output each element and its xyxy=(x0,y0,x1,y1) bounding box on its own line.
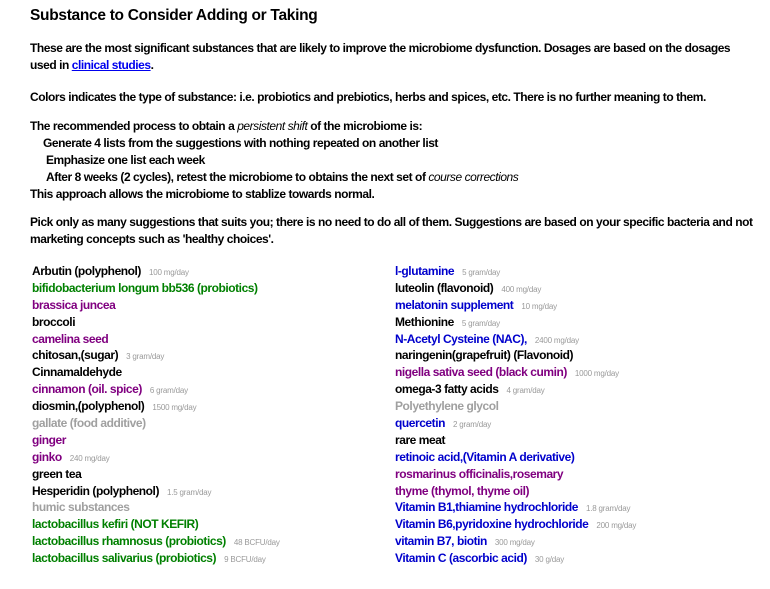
substance-item xyxy=(395,347,636,364)
process-step-2: Emphasize one list each week xyxy=(46,153,205,167)
substance-name: quercetin xyxy=(395,416,445,431)
persistent-shift-italic: persistent shift xyxy=(237,119,308,133)
intro-text: These are the most significant substances that are likely to improve the microbiome dysfunction. Dosages are based on the dosages used in xyxy=(30,41,731,72)
substance-name: Polyethylene glycol xyxy=(395,399,499,414)
substance-item xyxy=(32,466,280,483)
substance-name: omega-3 fatty acids xyxy=(395,382,499,397)
substance-name: gallate (food additive) xyxy=(32,416,146,431)
substance-name: lactobacillus kefiri (NOT KEFIR) xyxy=(32,517,199,532)
substance-name: Cinnamaldehyde xyxy=(32,365,122,380)
process-closing: This approach allows the microbiome to stablize towards normal. xyxy=(30,187,375,201)
substance-item xyxy=(32,432,280,449)
substance-name: retinoic acid,(Vitamin A derivative) xyxy=(395,449,575,464)
substance-name: naringenin(grapefruit) (Flavonoid) xyxy=(395,348,574,363)
substance-item xyxy=(32,347,280,364)
substance-dose: 1.8 gram/day xyxy=(585,504,631,514)
substance-name: Vitamin B6,pyridoxine hydrochloride xyxy=(395,517,589,532)
substance-item xyxy=(395,483,636,500)
substance-item xyxy=(395,432,636,449)
substance-item xyxy=(32,331,280,348)
colors-note: Colors indicates the type of substance: i.e. probiotics and prebiotics, herbs and spices, etc. There is no further meaning to them. xyxy=(30,90,706,104)
substance-item xyxy=(395,398,636,415)
substance-name: cinnamon (oil. spice) xyxy=(32,382,142,397)
substance-dose: 9 BCFU/day xyxy=(224,555,266,565)
substance-item xyxy=(395,550,636,567)
substance-item xyxy=(395,466,636,483)
substance-dose: 1000 mg/day xyxy=(574,369,619,379)
substance-dose: 3 gram/day xyxy=(126,352,165,362)
substance-dose: 30 g/day xyxy=(534,555,565,565)
substance-name: brassica juncea xyxy=(32,297,116,312)
pick-note: Pick only as many suggestions that suits you; there is no need to do all of them. Suggestions are based on your specific bacteria and not marketing concepts such as 'healthy choices'. xyxy=(30,215,753,246)
substance-dose: 240 mg/day xyxy=(69,453,110,463)
substance-item xyxy=(395,533,636,550)
substance-item xyxy=(32,398,280,415)
substance-name: Vitamin B1,thiamine hydrochloride xyxy=(395,500,578,515)
substance-name: chitosan,(sugar) xyxy=(32,348,119,363)
process-block xyxy=(30,118,518,203)
substance-item xyxy=(395,516,636,533)
substance-name: green tea xyxy=(32,466,82,481)
substance-item xyxy=(395,280,636,297)
substance-item xyxy=(32,449,280,466)
substance-dose: 2 gram/day xyxy=(452,420,491,430)
substance-item xyxy=(395,263,636,280)
substance-dose: 2400 mg/day xyxy=(534,335,579,345)
substance-dose: 5 gram/day xyxy=(461,318,500,328)
process-lead-end: of the microbiome is: xyxy=(307,119,423,133)
substance-name: lactobacillus rhamnosus (probiotics) xyxy=(32,534,226,549)
substance-name: Hesperidin (polyphenol) xyxy=(32,483,159,498)
process-step-1: Generate 4 lists from the suggestions with nothing repeated on another list xyxy=(43,136,438,150)
substance-list-left xyxy=(32,263,280,567)
substance-name: l-glutamine xyxy=(395,264,455,278)
substance-name: ginko xyxy=(32,449,62,464)
substance-dose: 300 mg/day xyxy=(494,538,535,548)
substance-name: Methionine xyxy=(395,314,454,329)
substance-list-right xyxy=(395,263,636,567)
substance-item xyxy=(32,516,280,533)
substance-item xyxy=(32,533,280,550)
substance-item xyxy=(32,314,280,331)
substance-item xyxy=(32,499,280,516)
substance-name: thyme (thymol, thyme oil) xyxy=(395,483,530,498)
substance-name: bifidobacterium longum bb536 (probiotics) xyxy=(32,280,258,295)
substance-dose: 48 BCFU/day xyxy=(233,538,280,548)
substance-item xyxy=(32,381,280,398)
substance-item xyxy=(395,415,636,432)
substance-name: nigella sativa seed (black cumin) xyxy=(395,365,567,380)
substance-dose: 5 gram/day xyxy=(462,268,501,277)
substance-name: melatonin supplement xyxy=(395,297,514,312)
intro-period: . xyxy=(150,58,154,72)
substance-name: broccoli xyxy=(32,314,76,329)
course-corrections-italic: course corrections xyxy=(428,170,519,184)
substance-dose: 400 mg/day xyxy=(501,284,542,294)
substance-item xyxy=(32,415,280,432)
substance-item xyxy=(32,483,280,500)
substance-name: diosmin,(polyphenol) xyxy=(32,399,145,414)
substance-item xyxy=(395,381,636,398)
process-step-3-text: After 8 weeks (2 cycles), retest the microbiome to obtains the next set of xyxy=(46,170,429,184)
substance-name: Arbutin (polyphenol) xyxy=(32,264,141,278)
substance-name: N-Acetyl Cysteine (NAC), xyxy=(395,331,527,346)
substance-dose: 200 mg/day xyxy=(596,521,637,531)
substance-item xyxy=(395,499,636,516)
substance-dose: 1.5 gram/day xyxy=(167,487,212,497)
substance-name: camelina seed xyxy=(32,331,109,346)
substance-name: humic substances xyxy=(32,500,130,515)
substance-dose: 100 mg/day xyxy=(148,268,189,277)
process-lead-text: The recommended process to obtain a xyxy=(30,119,238,133)
substance-name: rosmarinus officinalis,rosemary xyxy=(395,466,564,481)
substance-dose: 4 gram/day xyxy=(506,386,545,396)
substance-item xyxy=(395,314,636,331)
process-lead xyxy=(30,118,518,135)
substance-name: ginger xyxy=(32,432,66,447)
substance-item xyxy=(395,331,636,348)
substance-name: luteolin (flavonoid) xyxy=(395,280,494,295)
substance-item xyxy=(32,550,280,567)
page-title: Substance to Consider Adding or Taking xyxy=(30,7,318,24)
substance-item xyxy=(32,297,280,314)
substance-item xyxy=(32,263,280,280)
process-step-3 xyxy=(30,169,518,186)
intro-paragraph xyxy=(30,40,758,74)
substance-dose: 6 gram/day xyxy=(149,386,188,396)
substance-name: Vitamin C (ascorbic acid) xyxy=(395,551,527,566)
substance-item xyxy=(32,364,280,381)
substance-dose: 1500 mg/day xyxy=(152,403,197,413)
substance-item xyxy=(32,280,280,297)
substance-name: lactobacillus salivarius (probiotics) xyxy=(32,551,217,566)
substance-item xyxy=(395,449,636,466)
substance-item xyxy=(395,364,636,381)
substance-item xyxy=(395,297,636,314)
substance-name: rare meat xyxy=(395,432,445,447)
clinical-studies-link[interactable]: clinical studies xyxy=(71,58,151,72)
substance-name: vitamin B7, biotin xyxy=(395,534,487,549)
substance-dose: 10 mg/day xyxy=(521,301,557,311)
